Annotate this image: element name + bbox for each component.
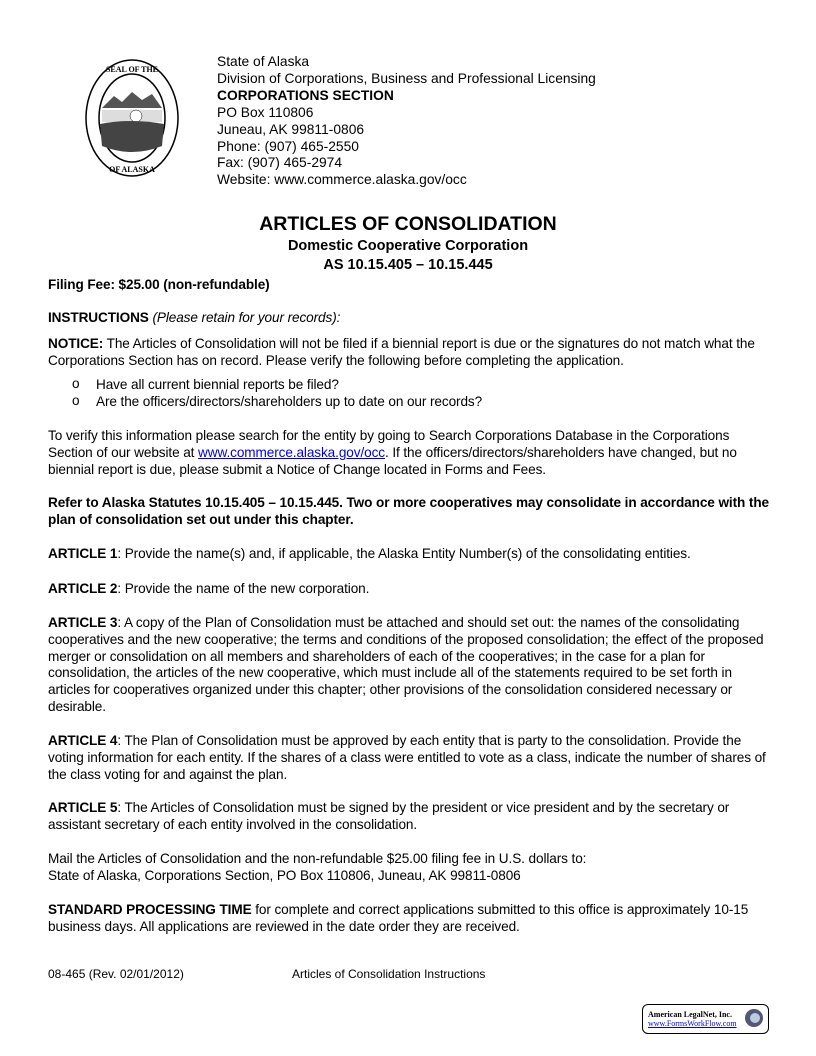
article-3: [48, 615, 770, 716]
article-4: [48, 733, 770, 783]
website-link[interactable]: www.commerce.alaska.gov/occ: [198, 444, 385, 460]
header-fax: Fax: (907) 465-2974: [217, 155, 343, 171]
article-1: [48, 546, 770, 563]
instructions-heading: [48, 310, 770, 327]
statute-refer-paragraph: Refer to Alaska Statutes 10.15.405 – 10.15.445. Two or more cooperatives may consolidate in accordance with the plan of consolidation set out under this chapter.: [48, 495, 769, 527]
header-phone: Phone: (907) 465-2550: [217, 138, 359, 154]
article-label: ARTICLE 3: [48, 615, 118, 630]
article-label: ARTICLE 2: [48, 581, 118, 596]
badge-company: American LegalNet, Inc.: [648, 1010, 732, 1019]
article-text: : The Articles of Consolidation must be signed by the president or vice president and by the secretary or assistant secretary of each entity involved in the consolidation.: [48, 800, 730, 832]
processing-label: STANDARD PROCESSING TIME: [48, 902, 252, 917]
verify-text-after: . If the officers/directors/shareholders have changed, but no biennial report is due, please submit a Notice of Change located in Forms and Fees.: [48, 444, 737, 477]
instructions-note: (Please retain for your records):: [152, 310, 341, 325]
form-number: 08-465 (Rev. 02/01/2012): [48, 967, 184, 981]
article-text: : Provide the name(s) and, if applicable, the Alaska Entity Number(s) of the consolidating entities.: [117, 546, 691, 561]
article-label: ARTICLE 5: [48, 800, 118, 815]
mail-instructions: [48, 851, 770, 885]
header-city: Juneau, AK 99811-0806: [217, 121, 365, 137]
notice-paragraph: [48, 336, 770, 370]
article-5: [48, 800, 770, 834]
agency-header: [217, 54, 596, 189]
instructions-label: INSTRUCTIONS: [48, 310, 149, 325]
mail-address: State of Alaska, Corporations Section, PO Box 110806, Juneau, AK 99811-0806: [48, 867, 521, 883]
article-text: : The Plan of Consolidation must be approved by each entity that is party to the consolidation. Provide the voting information for each entity. If the shares of a class were entitled to vote as a class, indicate the number of shares of the class voting for and against the plan.: [48, 733, 766, 782]
checklist-item: o Have all current biennial reports be filed?: [48, 377, 770, 394]
verify-paragraph: [48, 428, 770, 478]
header-section: CORPORATIONS SECTION: [217, 87, 394, 103]
legalnet-badge[interactable]: [642, 1004, 769, 1034]
checklist-item: o Are the officers/directors/shareholders up to date on our records?: [48, 394, 770, 411]
statute-reference: AS 10.15.405 – 10.15.445: [323, 257, 493, 273]
processing-text: for complete and correct applications submitted to this office is approximately 10-15 business days. All applications are reviewed in the date order they are received.: [48, 902, 749, 934]
mail-line: Mail the Articles of Consolidation and the non-refundable $25.00 filing fee in U.S. dollars to:: [48, 851, 587, 866]
verification-checklist: [48, 377, 770, 411]
notice-text: The Articles of Consolidation will not be filed if a biennial report is due or the signatures do not match what the Corporations Section has on record. Please verify the following before completing the application.: [48, 336, 755, 368]
footer-document-name: Articles of Consolidation Instructions: [292, 967, 486, 981]
document-title: ARTICLES OF CONSOLIDATION: [259, 213, 557, 235]
verify-text: To verify this information please search for the entity by going to Search Corporations Database in the Corporations Section of our website at: [48, 428, 730, 460]
article-2: [48, 581, 770, 598]
header-website: Website: www.commerce.alaska.gov/occ: [217, 172, 467, 188]
svg-text:SEAL OF THE: SEAL OF THE: [105, 65, 159, 74]
filing-fee: Filing Fee: $25.00 (non-refundable): [48, 277, 270, 292]
processing-time: [48, 902, 770, 936]
header-state: State of Alaska: [217, 54, 310, 69]
article-label: ARTICLE 4: [48, 733, 118, 748]
alaska-state-seal: [84, 58, 180, 178]
article-text: : A copy of the Plan of Consolidation must be attached and should set out: the names of the consolidating cooperatives and the new cooperative; the terms and conditions of the proposed consolidation; the effect of the proposed merger or consolidation on all members and shareholders of each of the cooperatives; in the case for a plan for consolidation, the articles of the new cooperative, which must include all of the statements required to be set forth in articles for cooperatives organized under this chapter; other provisions of the consolidation considered necessary or desirable.: [48, 615, 764, 714]
article-label: ARTICLE 1: [48, 546, 118, 561]
svg-text:OF ALASKA: OF ALASKA: [109, 165, 155, 174]
header-po-box: PO Box 110806: [217, 104, 314, 120]
article-text: : Provide the name of the new corporation.: [117, 581, 370, 596]
notice-label: NOTICE:: [48, 336, 104, 351]
header-division: Division of Corporations, Business and Professional Licensing: [217, 70, 596, 86]
document-subtitle: Domestic Cooperative Corporation: [287, 238, 529, 254]
badge-url[interactable]: www.FormsWorkFlow.com: [648, 1019, 737, 1028]
globe-icon: [743, 1007, 765, 1029]
